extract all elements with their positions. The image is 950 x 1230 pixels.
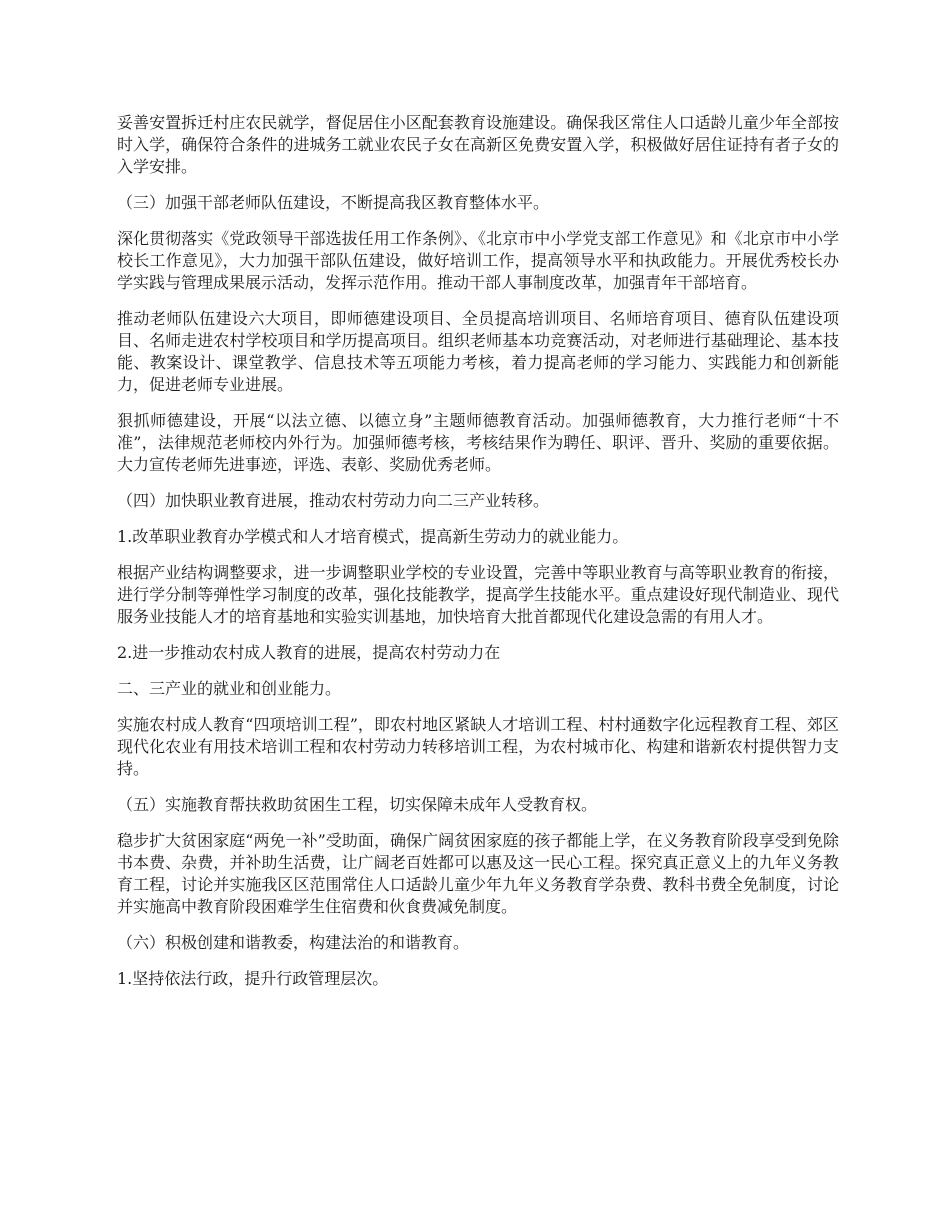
paragraph: 深化贯彻落实《党政领导干部选拔任用工作条例》、《北京市中小学党支部工作意见》和《北京市中小学校长工作意见》，大力加强干部队伍建设，做好培训工作，提高领导水平和执政能力。开展优秀校长办学实践与管理成果展示活动，发挥示范作用。推动干部人事制度改革，加强青年干部培育。: [117, 229, 839, 292]
section-heading: （四）加快职业教育进展，推动农村劳动力向二三产业转移。: [117, 491, 550, 510]
section-heading: （三）加强干部老师队伍建设，不断提高我区教育整体水平。: [117, 193, 550, 212]
paragraph: 二、三产业的就业和创业能力。: [117, 679, 342, 698]
paragraph: 根据产业结构调整要求，进一步调整职业学校的专业设置，完善中等职业教育与高等职业教育的衔接，进行学分制等弹性学习制度的改革，强化技能教学，提高学生技能水平。重点建设好现代制造业、现代服务业技能人才的培育基地和实验实训基地，加快培育大批首都现代化建设急需的有用人才。: [117, 563, 839, 626]
paragraph: 稳步扩大贫困家庭“两免一补”受助面，确保广阔贫困家庭的孩子都能上学，在义务教育阶段享受到免除书本费、杂费，并补助生活费，让广阔老百姓都可以惠及这一民心工程。探究真正意义上的九年义务教育工程，讨论并实施我区区范围常住人口适龄儿童少年九年义务教育学杂费、教科书费全免制度，讨论并实施高中教育阶段困难学生住宿费和伙食费减免制度。: [117, 831, 839, 916]
numbered-item: 1.坚持依法行政，提升行政管理层次。: [117, 969, 389, 988]
paragraph: 推动老师队伍建设六大项目，即师德建设项目、全员提高培训项目、名师培育项目、德育队伍建设项目、名师走进农村学校项目和学历提高项目。组织老师基本功竞赛活动，对老师进行基础理论、基本技能、教案设计、课堂教学、信息技术等五项能力考核，着力提高老师的学习能力、实践能力和创新能力，促进老师专业进展。: [117, 309, 839, 394]
paragraph: 狠抓师德建设，开展“以法立德、以德立身”主题师德教育活动。加强师德教育，大力推行老师“十不准”，法律规范老师校内外行为。加强师德考核，考核结果作为聘任、职评、晋升、奖励的重要依据。大力宣传老师先进事迹，评选、表彰、奖励优秀老师。: [117, 411, 839, 474]
paragraph: 妥善安置拆迁村庄农民就学，督促居住小区配套教育设施建设。确保我区常住人口适龄儿童少年全部按时入学，确保符合条件的进城务工就业农民子女在高新区免费安置入学，积极做好居住证持有者子女的入学安排。: [117, 113, 839, 176]
document-page: [117, 112, 839, 1004]
numbered-item: 1.改革职业教育办学模式和人才培育模式，提高新生劳动力的就业能力。: [117, 527, 629, 546]
section-heading: （六）积极创建和谐教委，构建法治的和谐教育。: [117, 933, 470, 952]
paragraph: 实施农村成人教育“四项培训工程”，即农村地区紧缺人才培训工程、村村通数字化远程教育工程、郊区现代化农业有用技术培训工程和农村劳动力转移培训工程，为农村城市化、构建和谐新农村提供智力支持。: [117, 715, 839, 778]
numbered-item: 2.进一步推动农村成人教育的进展，提高农村劳动力在: [117, 643, 501, 662]
section-heading: （五）实施教育帮扶救助贫困生工程，切实保障未成年人受教育权。: [117, 795, 598, 814]
